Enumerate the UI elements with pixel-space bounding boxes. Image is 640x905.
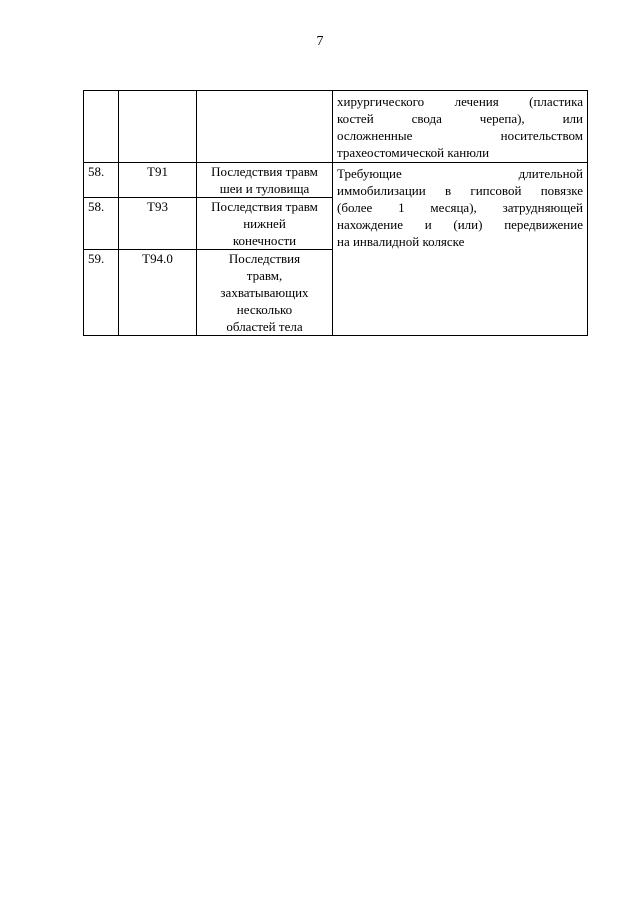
name-line: Последствия bbox=[228, 251, 301, 266]
condition-line: иммобилизации в гипсовой повязке bbox=[337, 183, 583, 198]
condition-line: трахеостомической канюли bbox=[337, 145, 490, 160]
name-line: захватывающих bbox=[220, 285, 309, 300]
cell-name bbox=[197, 250, 333, 336]
condition-line: (более 1 месяца), затрудняющей bbox=[337, 200, 583, 215]
cell-name bbox=[197, 198, 333, 250]
condition-line: осложненные носительством bbox=[337, 128, 583, 143]
name-line: Последствия травм bbox=[211, 164, 318, 179]
name-line: шеи и туловища bbox=[219, 181, 310, 196]
cell-code: T91 bbox=[119, 163, 197, 198]
cell-name bbox=[197, 91, 333, 163]
table-row-continuation bbox=[84, 91, 588, 163]
condition-line: костей свода черепа), или bbox=[337, 111, 583, 126]
name-line: конечности bbox=[232, 233, 297, 248]
cell-shared-condition bbox=[333, 163, 588, 336]
condition-line: Требующие длительной bbox=[337, 166, 583, 181]
name-line: областей тела bbox=[226, 319, 303, 334]
cell-code bbox=[119, 91, 197, 163]
cell-name bbox=[197, 163, 333, 198]
cell-number: 58. bbox=[84, 163, 119, 198]
page-number: 7 bbox=[316, 34, 324, 49]
condition-line: нахождение и (или) передвижение bbox=[337, 217, 583, 232]
name-line: Последствия травм bbox=[211, 199, 318, 214]
name-line: травм, bbox=[246, 268, 283, 283]
condition-line: хирургического лечения (пластика bbox=[337, 94, 583, 109]
name-line: нижней bbox=[243, 216, 286, 231]
cell-code: T94.0 bbox=[119, 250, 197, 336]
diagnosis-table bbox=[83, 90, 588, 336]
cell-condition bbox=[333, 91, 588, 163]
name-line: несколько bbox=[236, 302, 293, 317]
condition-line: на инвалидной коляске bbox=[337, 234, 465, 249]
cell-number bbox=[84, 91, 119, 163]
table-row bbox=[84, 163, 588, 198]
cell-number: 59. bbox=[84, 250, 119, 336]
cell-code: T93 bbox=[119, 198, 197, 250]
cell-number: 58. bbox=[84, 198, 119, 250]
